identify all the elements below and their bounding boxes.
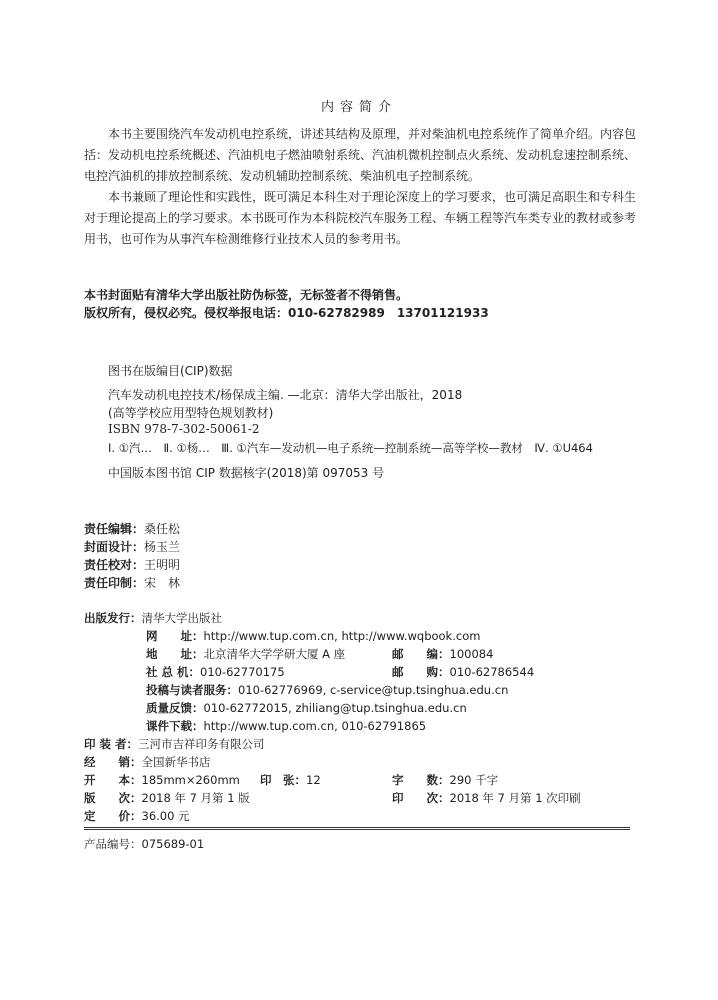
divider-rule: [84, 827, 630, 830]
publisher-name: 清华大学出版社: [141, 611, 222, 625]
sheets-value: 12: [306, 773, 321, 787]
mail-order-value: 010-62786544: [449, 665, 535, 679]
zip-value: 100084: [449, 647, 494, 661]
publisher-courseware-row: [146, 718, 426, 734]
distributor-label: 经 销：: [84, 755, 142, 769]
edition-value: 2018 年 7 月第 1 版: [141, 791, 250, 805]
price-label: 定 价：: [84, 809, 142, 823]
cip-line: (高等学校应用型特色规划教材): [108, 406, 274, 420]
publisher-web-row: [146, 628, 480, 644]
staff-editor: [84, 520, 180, 537]
words-row: [392, 772, 498, 788]
distributor-row: [84, 754, 211, 770]
publisher-mail-order-row: [392, 664, 534, 680]
price-row: [84, 808, 190, 824]
intro-paragraph-1: 本书主要围绕汽车发动机电控系统，讲述其结构及原理，并对柴油机电控系统作了简单介绍。内容包括：发动机电控系统概述、汽油机电子燃油喷射系统、汽油机微机控制点火系统、发动机怠速控制系统、电控汽油机的排放控制系统、发动机辅助控制系统、柴油机电子控制系统。: [84, 127, 637, 183]
words-value: 290 千字: [449, 773, 499, 787]
printer-label: 印 装 者：: [84, 737, 139, 751]
publisher-row: [84, 610, 222, 626]
cip-heading: 图书在版编目(CIP)数据: [108, 364, 233, 378]
staff-value: 宋 林: [144, 576, 181, 590]
staff-label: 责任校对：: [84, 558, 145, 572]
cip-isbn: ISBN 978-7-302-50061-2: [108, 422, 260, 436]
publisher-zip-row: [392, 646, 493, 662]
intro-title: 内容简介: [320, 100, 397, 115]
staff-label: 封面设计：: [84, 540, 145, 554]
courseware-value: http://www.tup.com.cn, 010-62791865: [203, 719, 427, 733]
staff-proofreader: [84, 556, 180, 573]
courseware-label: 课件下载：: [146, 719, 204, 733]
staff-printing: [84, 574, 180, 591]
product-code-row: [84, 836, 204, 852]
sheets-label: 印 张：: [260, 773, 306, 787]
quality-label: 质量反馈：: [146, 701, 204, 715]
distributor-value: 全国新华书店: [141, 755, 211, 769]
product-code-label: 产品编号：: [84, 837, 142, 851]
web-label: 网 址：: [146, 629, 204, 643]
printer-value: 三河市吉祥印务有限公司: [138, 737, 265, 751]
staff-value: 杨玉兰: [144, 540, 181, 554]
printing-label: 印 次：: [392, 791, 450, 805]
printing-row: [392, 790, 581, 806]
staff-cover-design: [84, 538, 180, 555]
switchboard-label: 社 总 机：: [146, 665, 201, 679]
format-row: [84, 772, 240, 788]
words-label: 字 数：: [392, 773, 450, 787]
zip-label: 邮 编：: [392, 647, 450, 661]
web-value: http://www.tup.com.cn, http://www.wqbook.com: [203, 629, 481, 643]
address-value: 北京清华大学学研大厦 A 座: [203, 647, 346, 661]
intro-paragraph-2: 本书兼顾了理论性和实践性，既可满足本科生对于理论深度上的学习要求，也可满足高职生和专科生对于理论提高上的学习要求。本书既可作为本科院校汽车服务工程、车辆工程等汽车类专业的教材或参考用书，也可作为从事汽车检测维修行业技术人员的参考用书。: [84, 190, 637, 246]
staff-label: 责任编辑：: [84, 522, 145, 536]
cip-line: 汽车发动机电控技术/杨保成主编. —北京：清华大学出版社，2018: [108, 388, 463, 402]
intro-body: [84, 124, 644, 250]
cip-number: 中国版本图书馆 CIP 数据核字(2018)第 097053 号: [108, 466, 385, 480]
cip-classification: Ⅰ. ①汽… Ⅱ. ①杨… Ⅲ. ①汽车—发动机—电子系统—控制系统—高等学校—教材 Ⅳ. ①U464: [108, 441, 593, 455]
service-value: 010-62776969, c-service@tup.tsinghua.edu.cn: [238, 683, 509, 697]
edition-row: [84, 790, 250, 806]
format-label: 开 本：: [84, 773, 142, 787]
copyright-notice: 版权所有，侵权必究。侵权举报电话：010-62782989 13701121933: [84, 306, 489, 320]
switchboard-value: 010-62770175: [200, 665, 285, 679]
service-label: 投稿与读者服务：: [146, 683, 238, 697]
publisher-switchboard-row: [146, 664, 285, 680]
address-label: 地 址：: [146, 647, 204, 661]
product-code-value: 075689-01: [141, 837, 205, 851]
quality-value: 010-62772015, zhiliang@tup.tsinghua.edu.cn: [203, 701, 467, 715]
staff-value: 王明明: [144, 558, 181, 572]
publisher-service-row: [146, 682, 508, 698]
publisher-quality-row: [146, 700, 467, 716]
staff-value: 桑任松: [144, 522, 181, 536]
publisher-address-row: [146, 646, 345, 662]
anti-counterfeit-notice: 本书封面贴有清华大学出版社防伪标签，无标签者不得销售。: [84, 288, 409, 302]
edition-label: 版 次：: [84, 791, 142, 805]
mail-order-label: 邮 购：: [392, 665, 450, 679]
printer-row: [84, 736, 265, 752]
staff-label: 责任印制：: [84, 576, 145, 590]
sheets-row: [260, 772, 321, 788]
price-value: 36.00 元: [141, 809, 190, 823]
publisher-label: 出版发行：: [84, 611, 142, 625]
format-value: 185mm×260mm: [141, 773, 240, 787]
printing-value: 2018 年 7 月第 1 次印刷: [449, 791, 581, 805]
